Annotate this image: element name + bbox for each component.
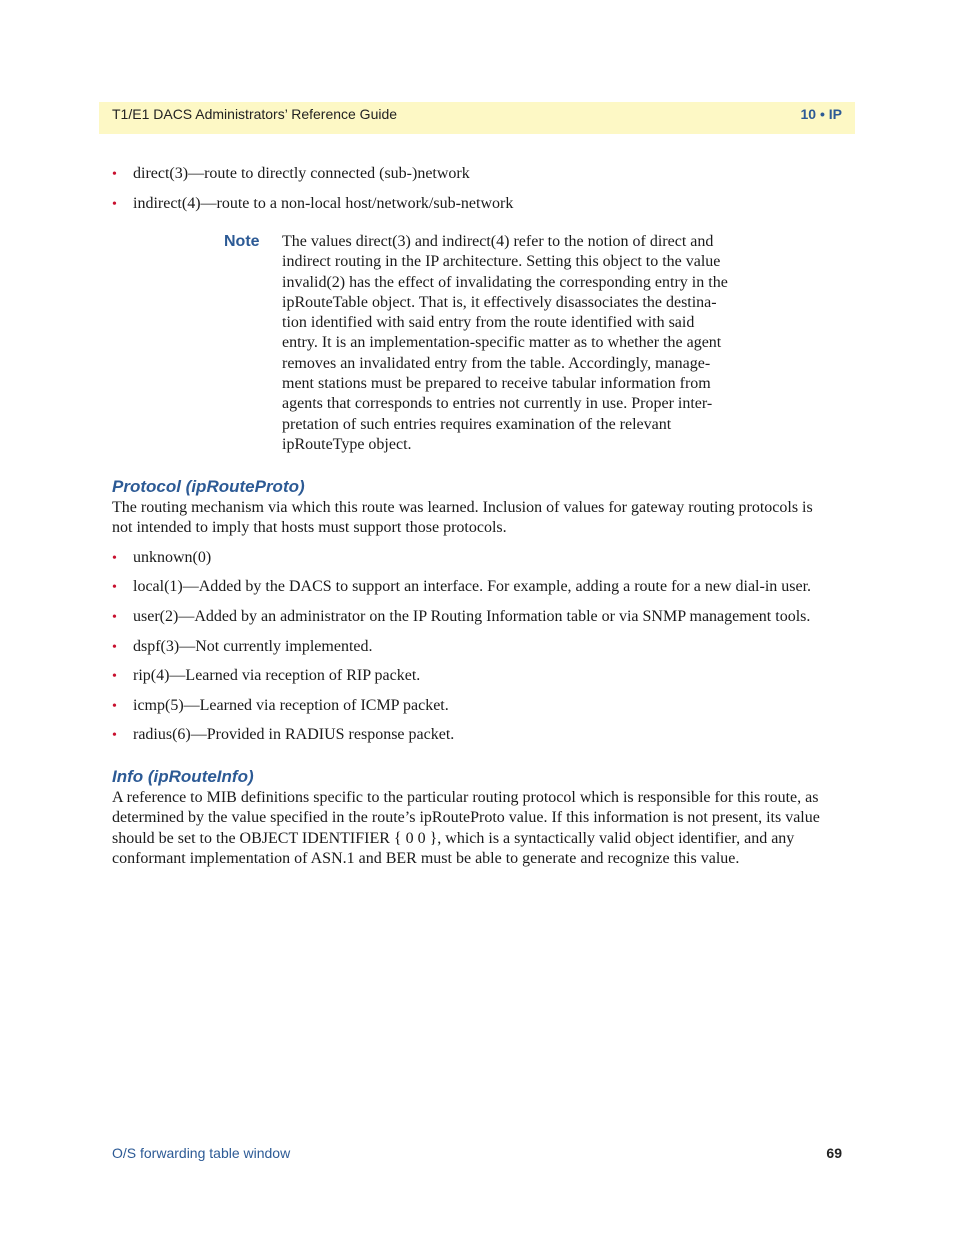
list-item: • indirect(4)—route to a non-local host/network/sub-network [112,194,513,215]
list-item: • user(2)—Added by an administrator on the IP Routing Information table or via SNMP management tools. [112,607,810,628]
list-item: • dspf(3)—Not currently implemented. [112,637,373,658]
footer-section-title: O/S forwarding table window [112,1145,291,1161]
page-number: 69 [826,1145,842,1161]
bullet-icon: • [112,610,117,625]
running-header-title: T1/E1 DACS Administrators’ Reference Guide [112,106,398,122]
note-label: Note [224,233,260,250]
list-item: • radius(6)—Provided in RADIUS response packet. [112,725,454,746]
info-paragraph: A reference to MIB definitions specific to the particular routing protocol which is responsible for this route, as determined by the value specified in the route’s ipRouteProto value. If this information is not present, its value should be set to the OBJECT IDENTIFIER { 0 0 }, which is a syntactically valid object identifier, and any conformant implementation of ASN.1 and BER must be able to generate and recognize this value. [112,789,820,867]
bullet-icon: • [112,669,117,684]
bullet-icon: • [112,167,117,182]
bullet-icon: • [112,728,117,743]
note-text: The values direct(3) and indirect(4) refer to the notion of direct and indirect routing in the IP architecture. Setting this object to the value invalid(2) has the effect of invalidating the corresponding entry in the ipRouteTable object. That is, it effectively disassociates the destina- tion identified with said entry from the route identified with said entry. It is an implementation-specific matter as to whether the agent removes an invalidated entry from the table. Accordingly, manage- ment stations must be prepared to receive tabular information from agents that corresponds to entries not currently in use. Proper inter- pretation of such entries requires examination of the relevant ipRouteType object. [282,233,728,453]
bullet-icon: • [112,699,117,714]
list-item: • icmp(5)—Learned via reception of ICMP packet. [112,696,449,717]
protocol-section-heading: Protocol (ipRouteProto) [112,477,305,496]
protocol-paragraph: The routing mechanism via which this route was learned. Inclusion of values for gateway routing protocols is not intended to imply that hosts must support those protocols. [112,499,813,537]
list-item: • local(1)—Added by the DACS to support an interface. For example, adding a route for a new dial-in user. [112,577,811,598]
bullet-icon: • [112,551,117,566]
list-item: • direct(3)—route to directly connected (sub-)network [112,164,470,185]
bullet-icon: • [112,197,117,212]
list-item: • unknown(0) [112,548,211,569]
info-section-heading: Info (ipRouteInfo) [112,767,254,786]
list-item: • rip(4)—Learned via reception of RIP packet. [112,666,420,687]
bullet-icon: • [112,580,117,595]
bullet-icon: • [112,640,117,655]
running-header-chapter: 10 • IP [800,106,842,122]
